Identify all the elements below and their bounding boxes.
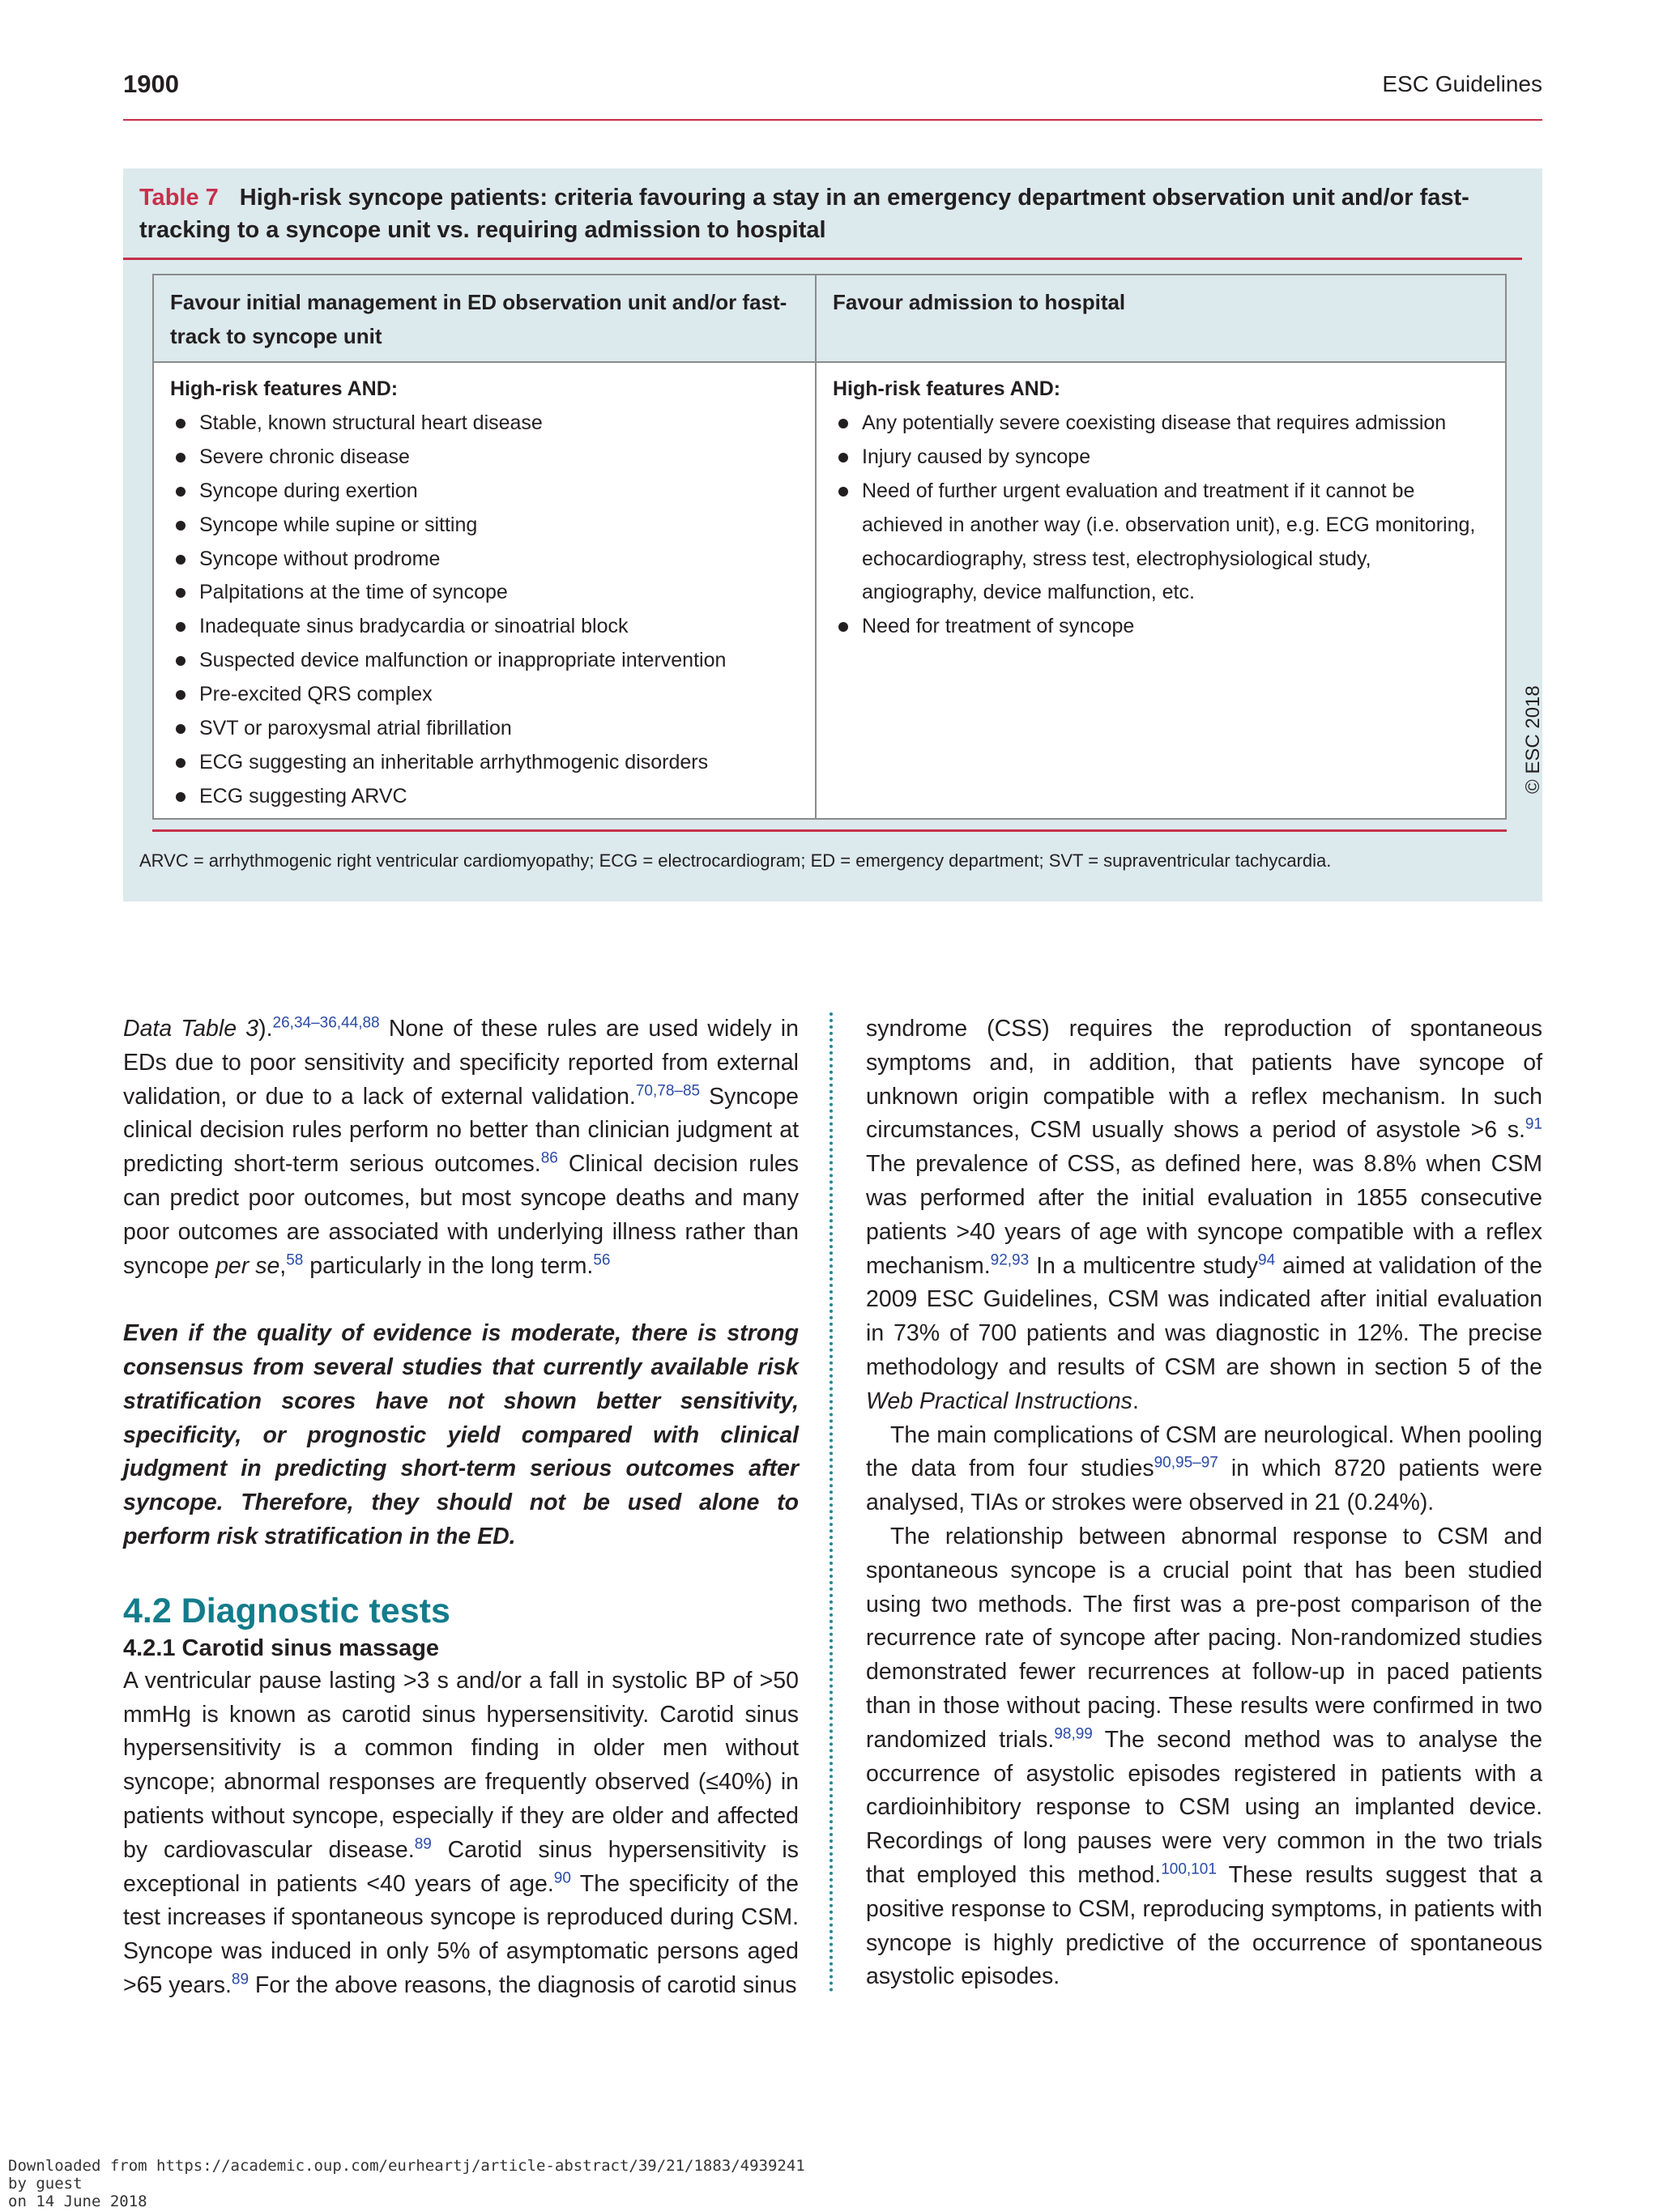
list-item: Syncope without prodrome: [170, 543, 802, 577]
text-run: Data Table 3: [123, 1016, 259, 1042]
citation-link[interactable]: 90,95–97: [1154, 1454, 1218, 1472]
text-run: None of these rules are used widely in EDs due to poor sensitivity and specificity reported from external validation, or due to a lack of external validation.: [123, 1016, 799, 1110]
text-run: The specificity of the test increases if spontaneous syncope is reproduced during CSM. Syncope was induced in only 5% of asymptomatic persons aged >65 years.: [123, 1870, 800, 1998]
text-run: The main complications of CSM are neurological. When pooling the data from four studies: [866, 1421, 1542, 1482]
citation-link[interactable]: 89: [414, 1835, 432, 1853]
text-run: In a multicentre study: [1029, 1252, 1259, 1279]
download-watermark: [8, 2157, 805, 2210]
left-column-header: Favour initial management in ED observation unit and/or fast-track to syncope unit: [170, 290, 787, 348]
left-criteria-list: [170, 407, 802, 814]
citation-link[interactable]: 98,99: [1054, 1725, 1093, 1743]
text-run: particularly in the long term.: [303, 1252, 594, 1279]
text-run: The relationship between abnormal response to CSM and spontaneous syncope is a crucial point that has been studied using two methods. The first was a pre-post comparison of the recurrence rate of syncope after pacing. Non-randomized studies demonstrated fewer recurrences at follow-up in paced patients than in those without pacing. These results were confirmed in two randomized trials.: [866, 1523, 1542, 1753]
text-run: A ventricular pause lasting >3 s and/or a fall in systolic BP of >50 mmHg is known as carotid sinus hypersensitivity. Carotid sinus hypersensitivity is a common finding in older men without syncope; abnormal responses are frequently observed (≤40%) in patients without syncope, especially if they are older and affected by cardiovascular disease.: [123, 1667, 799, 1863]
page-number: 1900: [123, 70, 179, 98]
list-item: Stable, known structural heart disease: [170, 407, 802, 441]
text-run: Clinical decision rules can predict poor outcomes, but most syncope deaths and many poor outcomes are associated with underlying illness rather than syncope: [123, 1151, 799, 1279]
text-run: Syncope clinical decision rules perform no better than clinician judgment at predicting short-term serious outcomes.: [123, 1083, 799, 1178]
table-7-box: [123, 168, 1542, 901]
text-run: ).: [258, 1016, 273, 1042]
citation-link[interactable]: 90: [553, 1869, 571, 1887]
citation-link[interactable]: 91: [1525, 1115, 1542, 1133]
column-divider: [830, 1012, 833, 1993]
right-column-body: [833, 373, 1489, 644]
citation-link[interactable]: 89: [231, 1971, 249, 1988]
journal-name: ESC Guidelines: [1382, 71, 1542, 96]
right-criteria-list: [833, 407, 1489, 644]
list-item: Syncope during exertion: [170, 475, 802, 509]
right-column-header: Favour admission to hospital: [833, 290, 1126, 314]
copyright-notice: © ESC 2018: [1522, 685, 1544, 794]
recommendation-statement: Even if the quality of evidence is moderate, there is strong consensus from several studies that currently available risk stratification scores have not shown better sensitivity, specificity, or prognostic yield compared with clinical judgment in predicting short-term serious outcomes after syncope. Therefore, they should not be used alone to perform risk stratification in the ED.: [123, 1320, 799, 1549]
text-run: in which 8720 patients were analysed, TIAs or strokes were observed in 21 (0.24%).: [866, 1455, 1542, 1516]
list-item: Palpitations at the time of syncope: [170, 576, 802, 610]
paragraph: [866, 1012, 1542, 1419]
paragraph: [123, 1664, 799, 2003]
download-line: Downloaded from https://academic.oup.com/eurheartj/article-abstract/39/21/1883/4939241: [8, 2157, 805, 2175]
left-column-body: [170, 373, 802, 814]
text-run: per se: [215, 1252, 280, 1279]
text-run: For the above reasons, the diagnosis of carotid sinus: [249, 1971, 797, 1998]
text-run: syndrome (CSS) requires the reproduction of spontaneous symptoms and, in addition, that patients have syncope of unknown origin compatible with a reflex mechanism. In such circumstances, CSM usually shows a period of asystole >6 s.: [866, 1016, 1542, 1144]
list-item: Any potentially severe coexisting disease that requires admission: [833, 407, 1489, 441]
table-caption-text: High-risk syncope patients: criteria favouring a stay in an emergency department observation unit and/or fast-tracking to a syncope unit vs. requiring admission to hospital: [139, 185, 1469, 243]
list-item: Need of further urgent evaluation and treatment if it cannot be achieved in another way (i.e. observation unit), e.g. ECG monitoring, echocardiography, stress test, electrophysiological study, angiography, device malfunction, etc.: [833, 475, 1489, 611]
list-item: ECG suggesting ARVC: [170, 780, 802, 814]
header-divider-line: [154, 361, 1505, 363]
text-run: Carotid sinus hypersensitivity is exceptional in patients <40 years of age.: [123, 1836, 799, 1897]
paragraph: [123, 1012, 799, 1283]
citation-link[interactable]: 70,78–85: [635, 1082, 701, 1100]
column-divider-line: [815, 275, 817, 818]
list-item: Syncope while supine or sitting: [170, 509, 802, 543]
table-footnote: ARVC = arrhythmogenic right ventricular cardiomyopathy; ECG = electrocardiogram; ED = emergency department; SVT = supraventricular tachycardia.: [139, 850, 1332, 871]
citation-link[interactable]: 26,34–36,44,88: [272, 1014, 380, 1032]
left-features-heading: High-risk features AND:: [170, 377, 399, 400]
download-line: by guest: [8, 2175, 83, 2193]
list-item: ECG suggesting an inheritable arrhythmogenic disorders: [170, 746, 802, 780]
table-caption: [139, 181, 1516, 246]
list-item: Inadequate sinus bradycardia or sinoatrial block: [170, 610, 802, 644]
table-label: Table 7: [139, 185, 219, 211]
paragraph: [866, 1419, 1542, 1520]
caption-rule: [123, 258, 1522, 260]
subsection-title: 4.2.1 Carotid sinus massage: [123, 1634, 440, 1661]
right-text-column: [866, 1012, 1542, 1994]
table-bottom-rule: [152, 829, 1507, 832]
citation-link[interactable]: 58: [286, 1251, 304, 1269]
text-run: The prevalence of CSS, as defined here, was 8.8% when CSM was performed after the initial evaluation in 1855 consecutive patients >40 years of age with syncope compatible with a reflex mechanism.: [866, 1151, 1542, 1279]
citation-link[interactable]: 100,101: [1161, 1860, 1217, 1878]
download-line: on 14 June 2018: [8, 2193, 147, 2210]
paragraph: [866, 1520, 1542, 1994]
text-run: .: [1132, 1387, 1139, 1414]
criteria-table: [152, 274, 1507, 820]
right-features-heading: High-risk features AND:: [833, 377, 1061, 400]
list-item: Pre-excited QRS complex: [170, 678, 802, 712]
list-item: Need for treatment of syncope: [833, 610, 1489, 644]
text-run: ,: [279, 1252, 287, 1279]
list-item: Severe chronic disease: [170, 441, 802, 475]
text-run: These results suggest that a positive response to CSM, reproducing symptoms, in patients with syncope is highly predictive of the occurrence of spontaneous asystolic episodes.: [866, 1861, 1542, 1990]
citation-link[interactable]: 86: [540, 1149, 558, 1167]
header-rule: [123, 119, 1542, 121]
text-run: aimed at validation of the 2009 ESC Guidelines, CSM was indicated after initial evaluation in 73% of 700 patients and was diagnostic in 12%. The precise methodology and results of CSM are shown in section 5 of the: [866, 1252, 1542, 1380]
list-item: SVT or paroxysmal atrial fibrillation: [170, 712, 802, 746]
list-item: Injury caused by syncope: [833, 441, 1489, 475]
citation-link[interactable]: 56: [593, 1251, 611, 1269]
citation-link[interactable]: 92,93: [990, 1251, 1030, 1269]
text-run: Web Practical Instructions: [866, 1387, 1132, 1414]
text-run: The second method was to analyse the occurrence of asystolic episodes registered in patients with a cardioinhibitory response to CSM using an implanted device. Recordings of long pauses were very common in the two trials that employed this method.: [866, 1726, 1542, 1888]
list-item: Suspected device malfunction or inappropriate intervention: [170, 644, 802, 678]
section-title: 4.2 Diagnostic tests: [123, 1591, 450, 1630]
citation-link[interactable]: 94: [1258, 1251, 1276, 1269]
left-text-column: [123, 1012, 799, 2003]
